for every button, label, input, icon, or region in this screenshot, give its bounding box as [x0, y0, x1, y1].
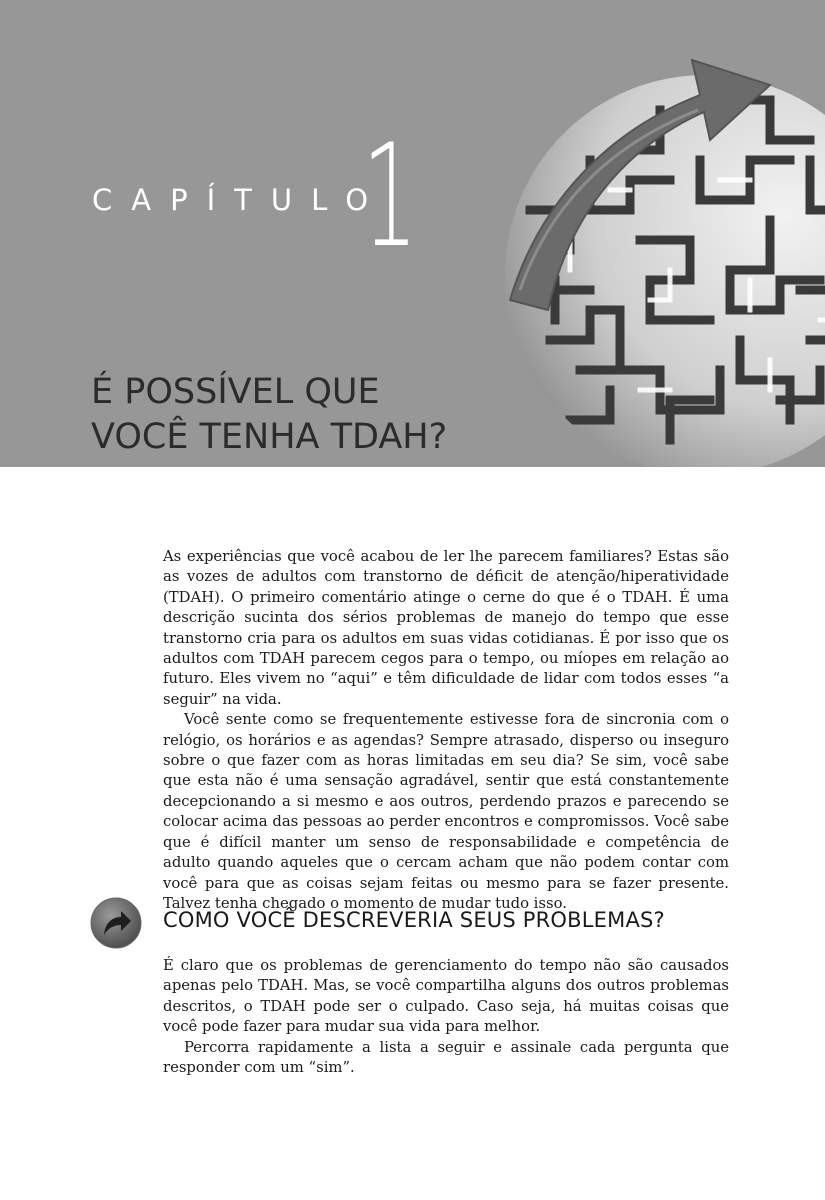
chapter-header	[0, 0, 825, 467]
section-heading: COMO VOCÊ DESCREVERIA SEUS PROBLEMAS?	[163, 908, 665, 932]
chapter-number: 1	[362, 114, 419, 279]
intro-paragraph-2: Você sente como se frequentemente estivesse fora de sincronia com o relógio, os horários e as agendas? Sempre atrasado, disperso ou inseguro sobre o que fazer com as horas limitadas em seu dia? Se sim, você sabe que esta não é uma sensação agradável, sentir que está constantemente decepcionando a si mesmo e aos outros, perdendo prazos e parecendo se colocar acima das pessoas ao perder encontros e compromissos. Você sabe que é difícil manter um senso de responsabilidade e competência de adulto quando aqueles que o cercam acham que não podem contar com você para que as coisas sejam feitas ou mesmo para se fazer presente. Talvez tenha chegado o momento de mudar tudo isso.	[163, 711, 729, 912]
chapter-label: CAPÍTULO	[92, 183, 388, 217]
chapter-title-line-2: VOCÊ TENHA TDAH?	[91, 417, 448, 457]
section-paragraph-1: É claro que os problemas de gerenciamento do tempo não são causados apenas pelo TDAH. Mas, se você compartilha alguns dos outros problemas descritos, o TDAH pode ser o culpado. Caso seja, há muitas coisas que você pode fazer para mudar sua vida para melhor.	[163, 957, 729, 1036]
arrow-forward-icon	[90, 897, 142, 949]
intro-paragraph-1: As experiências que você acabou de ler lhe parecem familiares? Estas são as vozes de adultos com transtorno de déficit de atenção/hiperatividade (TDAH). O primeiro comentário atinge o cerne do que é o TDAH. É uma descrição sucinta dos sérios problemas de manejo do tempo que esse transtorno cria para os adultos em suas vidas cotidianas. É por isso que os adultos com TDAH parecem cegos para o tempo, ou míopes em relação ao futuro. Eles vivem no “aqui” e têm dificuldade de lidar com todos esses “a seguir” na vida.	[163, 548, 729, 708]
intro-text	[163, 547, 729, 914]
section-text	[163, 956, 729, 1078]
section-paragraph-2: Percorra rapidamente a lista a seguir e assinale cada pergunta que responder com um “sim”.	[163, 1038, 729, 1077]
chapter-title-line-1: É POSSÍVEL QUE	[91, 372, 380, 412]
chapter-title	[91, 370, 447, 460]
maze-globe-illustration	[470, 40, 825, 467]
